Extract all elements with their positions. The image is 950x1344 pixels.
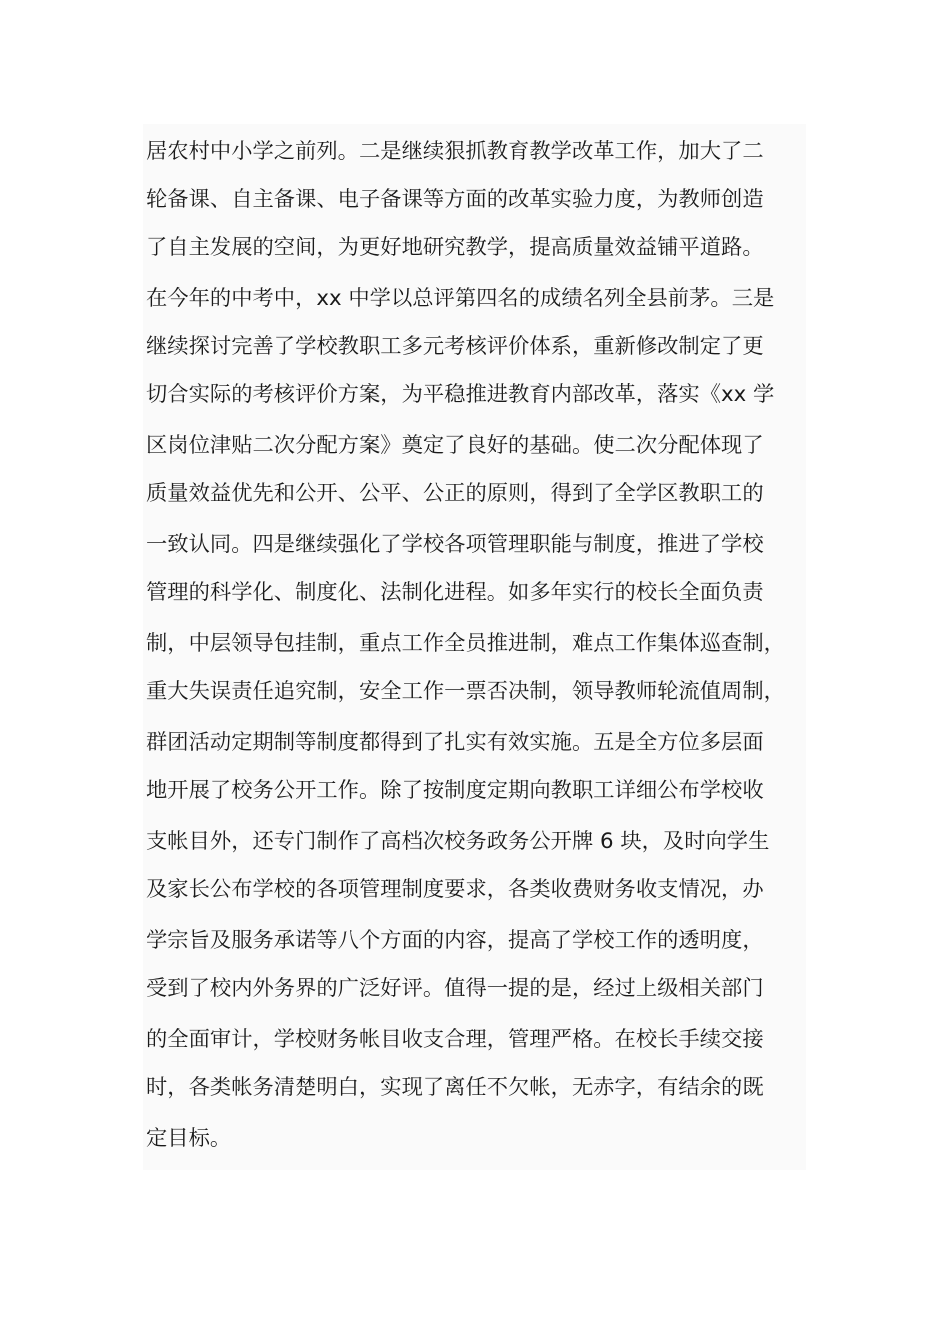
text-line: 支帐目外，还专门制作了高档次校务政务公开牌 6 块，及时向学生 — [146, 829, 770, 854]
text-line: 及家长公布学校的各项管理制度要求，各类收费财务收支情况，办 — [146, 877, 764, 902]
text-line: 质量效益优先和公开、公平、公正的原则，得到了全学区教职工的 — [146, 481, 764, 506]
text-line: 制，中层领导包挂制，重点工作全员推进制，难点工作集体巡查制， — [146, 631, 785, 656]
text-line: 居农村中小学之前列。二是继续狠抓教育教学改革工作，加大了二 — [146, 139, 764, 164]
text-line: 群团活动定期制等制度都得到了扎实有效实施。五是全方位多层面 — [146, 730, 764, 755]
text-line: 轮备课、自主备课、电子备课等方面的改革实验力度，为教师创造 — [146, 187, 764, 212]
text-line: 继续探讨完善了学校教职工多元考核评价体系，重新修改制定了更 — [146, 334, 764, 359]
document-body — [143, 124, 806, 1170]
text-line: 管理的科学化、制度化、法制化进程。如多年实行的校长全面负责 — [146, 580, 764, 605]
text-line: 时，各类帐务清楚明白，实现了离任不欠帐，无赤字，有结余的既 — [146, 1075, 764, 1100]
text-line: 定目标。 — [146, 1126, 232, 1151]
text-line: 一致认同。四是继续强化了学校各项管理职能与制度，推进了学校 — [146, 532, 764, 557]
text-line: 了自主发展的空间，为更好地研究教学，提高质量效益铺平道路。 — [146, 235, 764, 260]
text-line: 学宗旨及服务承诺等八个方面的内容，提高了学校工作的透明度， — [146, 928, 764, 953]
text-line: 重大失误责任追究制，安全工作一票否决制，领导教师轮流值周制， — [146, 679, 785, 704]
text-line: 的全面审计，学校财务帐目收支合理，管理严格。在校长手续交接 — [146, 1027, 764, 1052]
text-line: 切合实际的考核评价方案，为平稳推进教育内部改革，落实《xx 学 — [146, 382, 775, 407]
text-line: 地开展了校务公开工作。除了按制度定期向教职工详细公布学校收 — [146, 778, 764, 803]
text-line: 区岗位津贴二次分配方案》奠定了良好的基础。使二次分配体现了 — [146, 433, 764, 458]
text-line: 受到了校内外务界的广泛好评。值得一提的是，经过上级相关部门 — [146, 976, 764, 1001]
text-line: 在今年的中考中，xx 中学以总评第四名的成绩名列全县前茅。三是 — [146, 286, 775, 311]
